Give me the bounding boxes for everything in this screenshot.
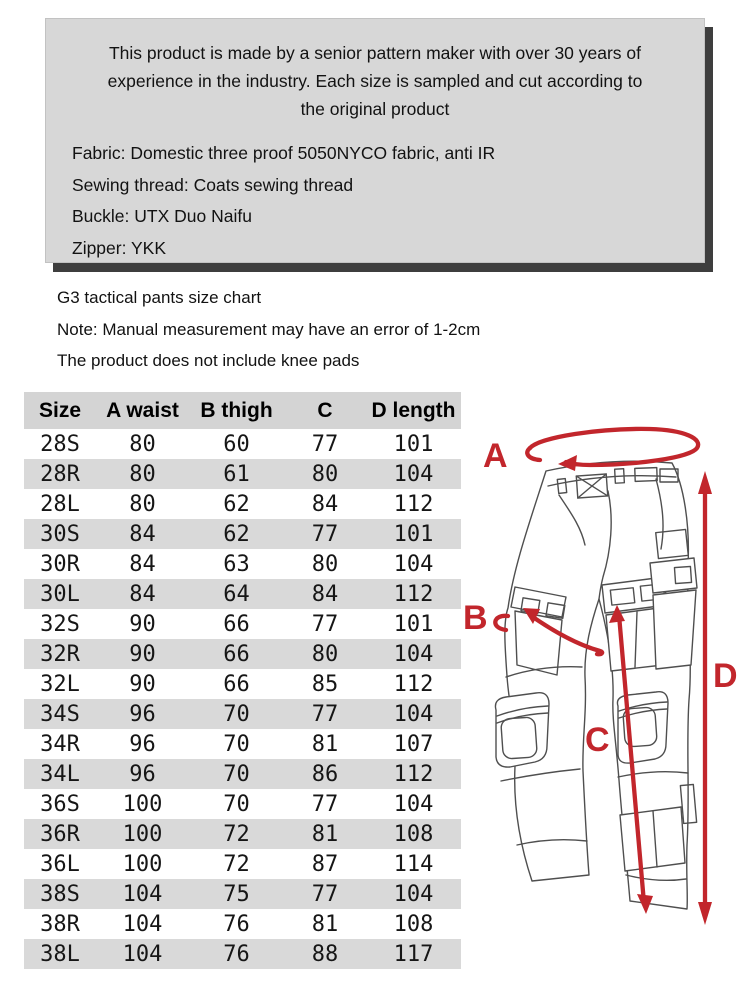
right-calf-pocket	[620, 807, 685, 871]
spec-line: Sewing thread: Coats sewing thread	[72, 174, 354, 195]
spec-line: Buckle: UTX Duo Naifu	[72, 206, 252, 226]
table-cell: 32S	[40, 611, 80, 637]
table-cell: 63	[223, 551, 250, 577]
table-cell: 104	[366, 699, 461, 729]
table-cell: 81	[311, 731, 339, 757]
table-cell: 32R	[24, 639, 96, 669]
table-cell: 64	[189, 579, 284, 609]
table-cell: 84	[96, 579, 189, 609]
table-cell: 117	[366, 939, 461, 969]
table-cell: 80	[284, 459, 366, 489]
arrowhead	[698, 471, 712, 494]
pants-drawing	[495, 461, 697, 909]
size-table-header-row	[24, 392, 461, 429]
table-cell: 100	[96, 819, 189, 849]
notes-block	[57, 282, 480, 377]
table-cell: 80	[129, 491, 156, 517]
table-cell: 77	[311, 431, 339, 457]
table-cell: 104	[96, 879, 189, 909]
label-a: A	[483, 437, 508, 475]
table-cell: 70	[223, 731, 250, 757]
table-cell: 36L	[40, 851, 80, 877]
table-cell: 104	[122, 911, 163, 937]
table-cell: 76	[223, 911, 250, 937]
table-cell: 108	[366, 819, 461, 849]
table-cell: 30R	[40, 551, 80, 577]
table-cell: 100	[122, 791, 163, 817]
table-cell: 75	[189, 879, 284, 909]
product-info-box	[45, 18, 705, 263]
table-cell: 85	[311, 671, 339, 697]
table-cell: 77	[284, 699, 366, 729]
table-cell: 81	[284, 819, 366, 849]
table-row	[24, 699, 461, 729]
spec-list	[46, 138, 704, 264]
column-header: Size	[24, 392, 96, 429]
table-cell: 62	[189, 519, 284, 549]
pants-measurement-figure	[460, 415, 750, 990]
table-cell: 90	[129, 611, 156, 637]
table-cell: 66	[223, 671, 250, 697]
table-cell: 84	[284, 579, 366, 609]
table-cell: 108	[393, 911, 434, 937]
table-cell: 96	[96, 759, 189, 789]
table-cell: 30L	[24, 579, 96, 609]
table-cell: 77	[284, 879, 366, 909]
table-cell: 86	[284, 759, 366, 789]
table-row	[24, 759, 461, 789]
table-cell: 77	[311, 791, 339, 817]
table-row	[24, 669, 461, 699]
table-cell: 104	[366, 639, 461, 669]
arrowhead	[698, 902, 712, 925]
table-row	[24, 909, 461, 939]
table-row	[24, 729, 461, 759]
table-cell: 38R	[40, 911, 80, 937]
info-paragraph-line: This product is made by a senior pattern maker with over 30 years of	[108, 43, 642, 63]
table-cell: 104	[96, 939, 189, 969]
table-row	[24, 789, 461, 819]
table-cell: 77	[284, 519, 366, 549]
info-paragraph-line: experience in the industry. Each size is sampled and cut according to	[107, 71, 643, 91]
table-cell: 34S	[24, 699, 96, 729]
table-cell: 70	[189, 759, 284, 789]
table-cell: 34R	[40, 731, 80, 757]
info-paragraph	[46, 39, 704, 123]
table-cell: 84	[129, 551, 156, 577]
table-cell: 36S	[40, 791, 80, 817]
size-table	[24, 392, 461, 969]
table-cell: 62	[223, 491, 250, 517]
spec-line: Zipper: YKK	[72, 237, 167, 258]
table-cell: 80	[284, 639, 366, 669]
table-cell: 66	[223, 611, 250, 637]
table-cell: 38L	[24, 939, 96, 969]
column-header: D length	[366, 392, 461, 429]
table-cell: 80	[311, 551, 339, 577]
table-cell: 112	[366, 579, 461, 609]
table-row	[24, 639, 461, 669]
table-cell: 104	[366, 879, 461, 909]
right-cargo-pocket	[653, 590, 696, 669]
table-cell: 36R	[24, 819, 96, 849]
table-cell: 112	[393, 671, 434, 697]
table-cell: 112	[393, 491, 434, 517]
table-cell: 30S	[24, 519, 96, 549]
waist-arrow-a	[530, 429, 698, 465]
column-header: A waist	[96, 392, 189, 429]
table-cell: 38S	[24, 879, 96, 909]
table-row	[24, 459, 461, 489]
table-cell: 114	[393, 851, 434, 877]
knee-pad-note: The product does not include knee pads	[57, 351, 360, 370]
table-row	[24, 549, 461, 579]
table-cell: 66	[189, 639, 284, 669]
table-cell: 81	[311, 911, 339, 937]
left-knee-pad	[495, 693, 549, 767]
table-cell: 60	[223, 431, 250, 457]
label-b: B	[463, 599, 488, 637]
measurement-note: Note: Manual measurement may have an error of 1-2cm	[57, 319, 481, 339]
table-row	[24, 879, 461, 909]
size-chart-title: G3 tactical pants size chart	[57, 288, 262, 307]
table-cell: 72	[223, 851, 250, 877]
info-paragraph-line: the original product	[300, 99, 450, 119]
table-cell: 76	[189, 939, 284, 969]
table-cell: 61	[189, 459, 284, 489]
table-cell: 101	[366, 519, 461, 549]
label-d: D	[713, 657, 738, 695]
table-cell: 90	[129, 671, 156, 697]
table-cell: 72	[189, 819, 284, 849]
size-table-body	[24, 429, 461, 969]
table-row	[24, 579, 461, 609]
table-cell: 32L	[40, 671, 80, 697]
column-header: C	[284, 392, 366, 429]
table-cell: 84	[96, 519, 189, 549]
table-cell: 84	[311, 491, 339, 517]
table-cell: 28L	[40, 491, 80, 517]
column-header: B thigh	[189, 392, 284, 429]
table-cell: 28S	[40, 431, 80, 457]
table-cell: 104	[393, 791, 434, 817]
table-cell: 104	[393, 551, 434, 577]
right-cargo-flap	[650, 558, 697, 593]
table-cell: 90	[96, 639, 189, 669]
table-row	[24, 489, 461, 519]
table-cell: 28R	[24, 459, 96, 489]
table-cell: 77	[311, 611, 339, 637]
table-cell: 88	[284, 939, 366, 969]
table-cell: 80	[129, 431, 156, 457]
spec-line: Fabric: Domestic three proof 5050NYCO fabric, anti IR	[72, 143, 496, 163]
table-cell: 70	[223, 791, 250, 817]
table-row	[24, 429, 461, 459]
waist-arrow-a-tail	[527, 448, 540, 460]
table-cell: 70	[189, 699, 284, 729]
table-row	[24, 939, 461, 969]
table-cell: 96	[96, 699, 189, 729]
table-row	[24, 849, 461, 879]
table-cell: 96	[129, 731, 156, 757]
table-cell: 100	[122, 851, 163, 877]
table-cell: 80	[96, 459, 189, 489]
table-cell: 87	[311, 851, 339, 877]
table-cell: 107	[393, 731, 434, 757]
label-c: C	[585, 721, 610, 759]
table-row	[24, 609, 461, 639]
table-row	[24, 519, 461, 549]
table-row	[24, 819, 461, 849]
table-cell: 101	[393, 611, 434, 637]
table-cell: 34L	[24, 759, 96, 789]
table-cell: 101	[393, 431, 434, 457]
table-cell: 104	[366, 459, 461, 489]
table-cell: 112	[366, 759, 461, 789]
